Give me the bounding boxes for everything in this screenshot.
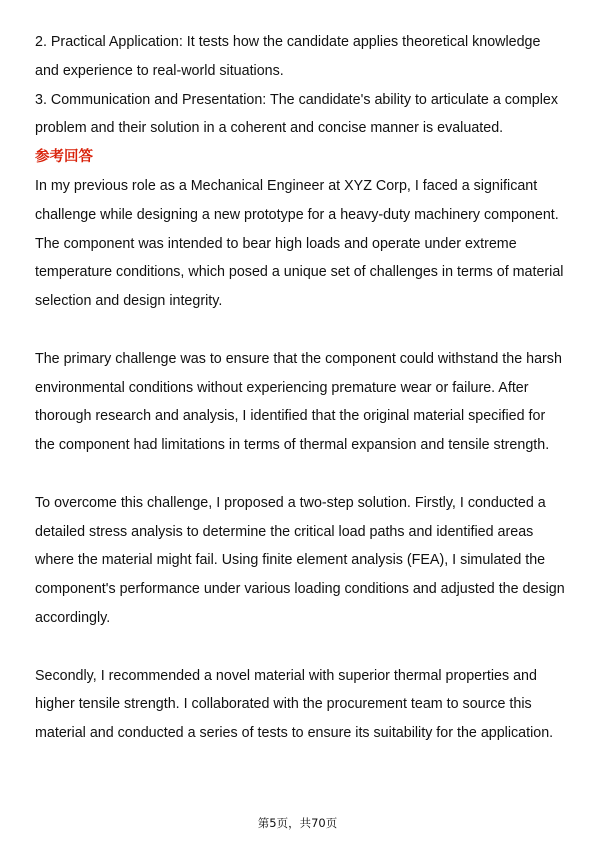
criteria-item-communication: 3. Communication and Presentation: The candidate's ability to articulate a complex problem and their solution in a coherent and concise manner is evaluated.	[35, 91, 559, 137]
answer-paragraph: The primary challenge was to ensure that the component could withstand the harsh environmental conditions without experiencing premature wear or failure. After thorough research and analysis, I identified that the original material specified for the component had limitations in terms of thermal expansion and tensile strength.	[35, 350, 562, 454]
paragraph-spacer	[35, 316, 565, 345]
page-number-footer: 第5页，共70页	[257, 816, 338, 830]
page-content	[35, 28, 565, 748]
answer-paragraph: To overcome this challenge, I proposed a two-step solution. Firstly, I conducted a detailed stress analysis to determine the critical load paths and identified areas where the material might fail. Using finite element analysis (FEA), I simulated the component's performance under various loading conditions and adjusted the design accordingly.	[35, 494, 565, 626]
answer-paragraph: In my previous role as a Mechanical Engineer at XYZ Corp, I faced a significant challenge while designing a new prototype for a heavy-duty machinery component. The component was intended to bear high loads and operate under extreme temperature conditions, which posed a unique set of challenges in terms of material selection and design integrity.	[35, 177, 564, 310]
paragraph-spacer	[35, 460, 565, 489]
paragraph-spacer	[35, 633, 565, 662]
answer-paragraph: Secondly, I recommended a novel material with superior thermal properties and higher tensile strength. I collaborated with the procurement team to source this material and conducted a series of tests to ensure its suitability for the application.	[35, 667, 554, 742]
reference-answer-heading: 参考回答	[35, 149, 93, 166]
criteria-item-practical-application: 2. Practical Application: It tests how the candidate applies theoretical knowledge and experience to real-world situations.	[35, 34, 541, 79]
